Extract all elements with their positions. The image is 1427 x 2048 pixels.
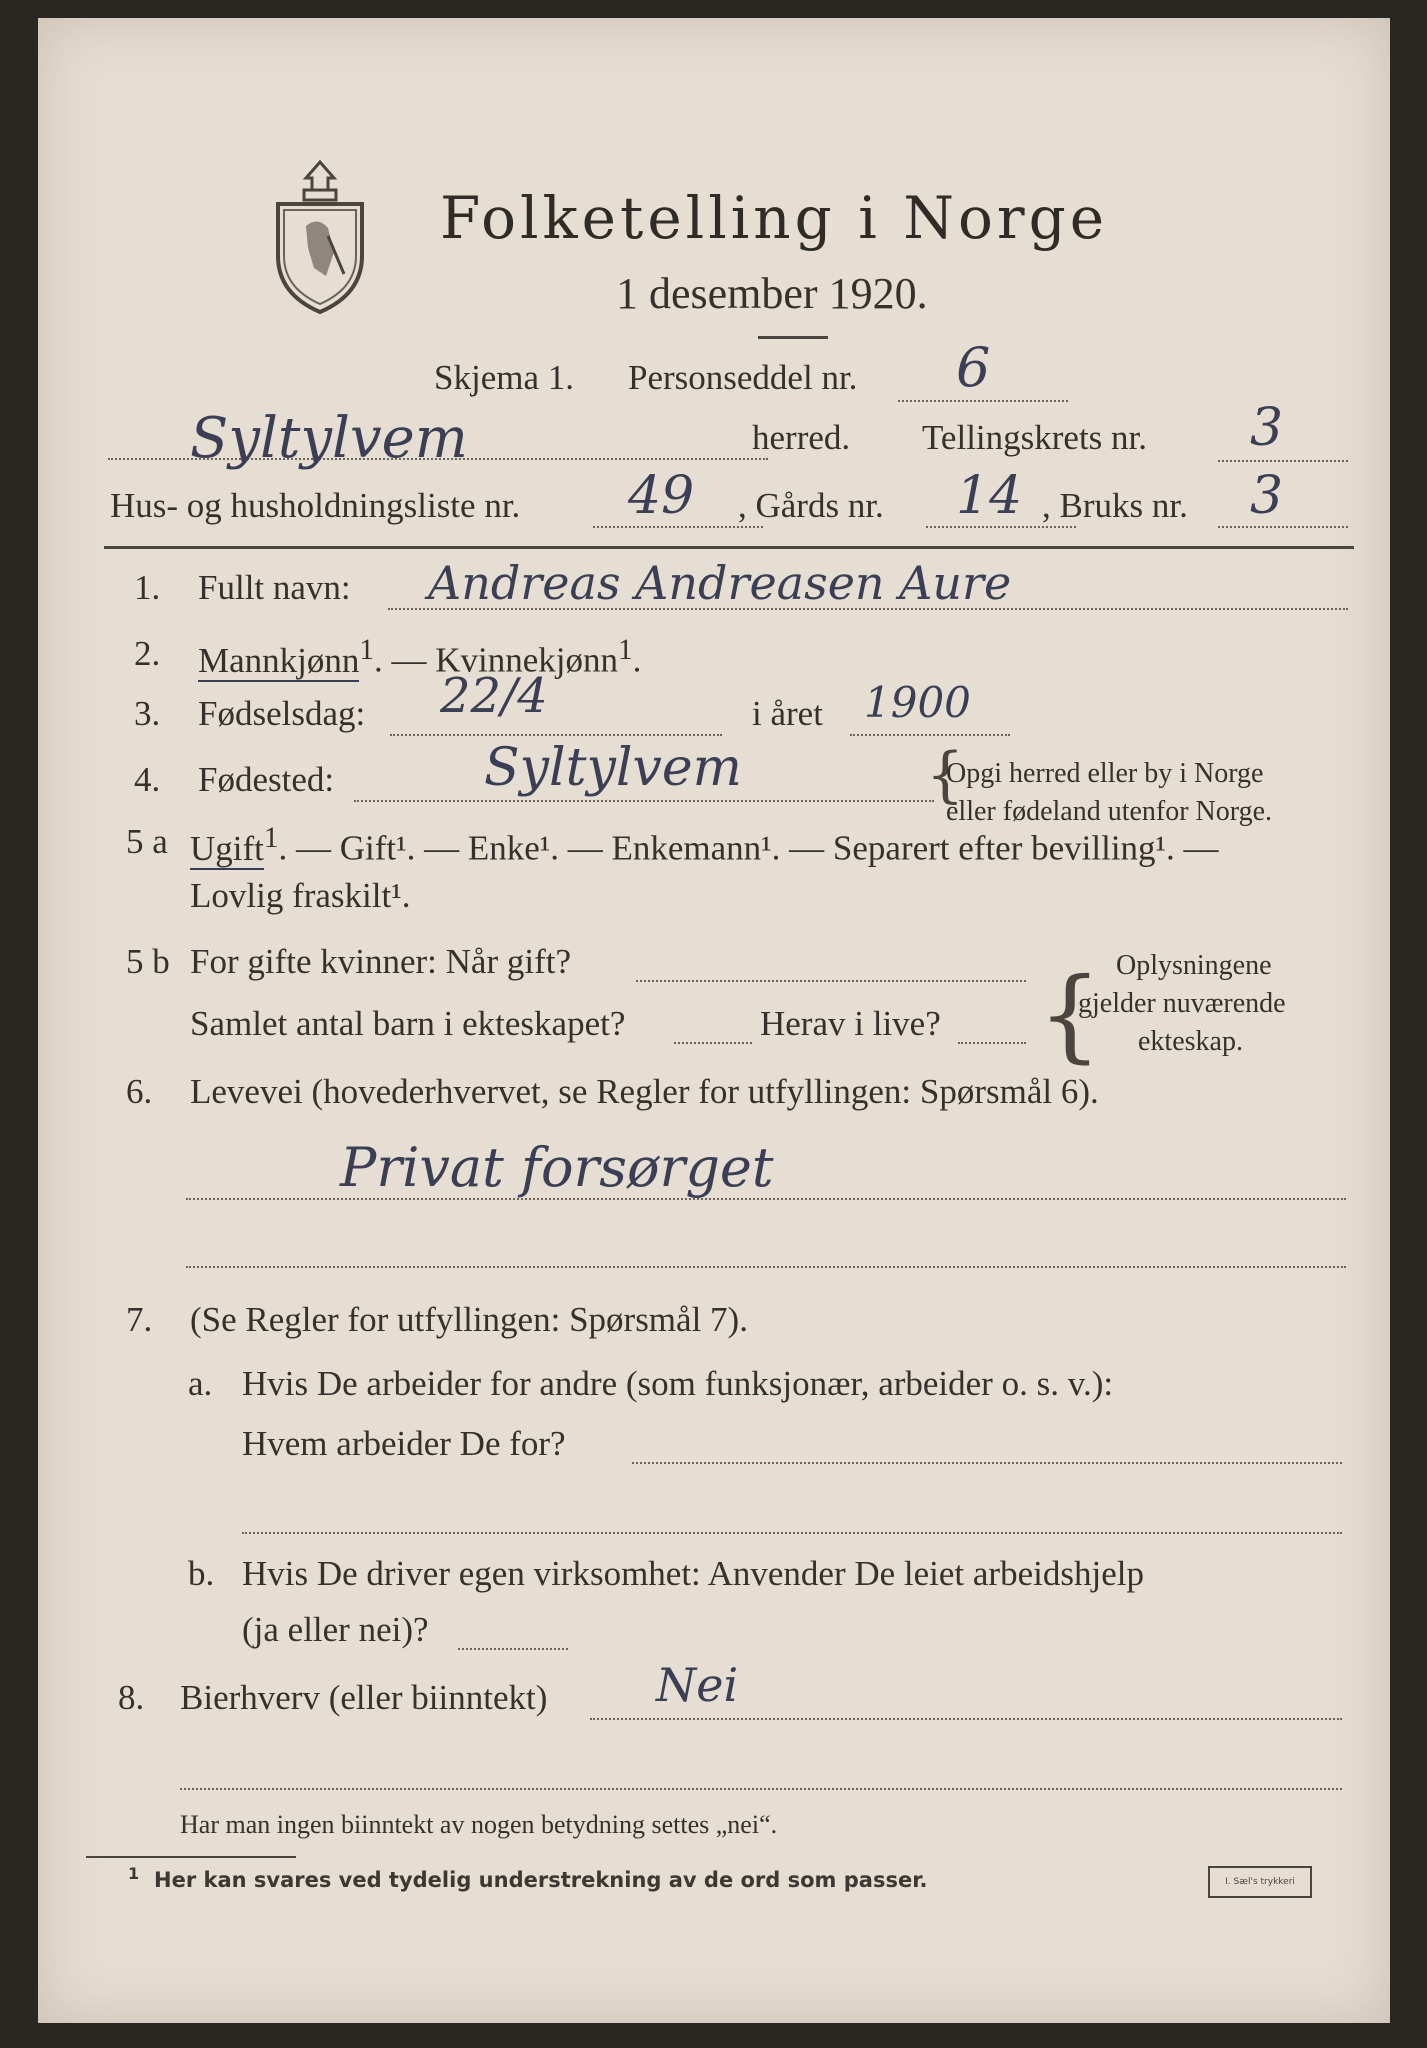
title-divider bbox=[758, 336, 828, 339]
hus-label: Hus- og husholdningsliste nr. bbox=[110, 486, 521, 525]
q4-number: 4. bbox=[134, 760, 161, 799]
q8-note: Har man ingen biinntekt av nogen betydning settes „nei“. bbox=[180, 1810, 778, 1839]
q1-number: 1. bbox=[134, 568, 161, 607]
q4-label: Fødested: bbox=[198, 760, 335, 799]
q2-end: . bbox=[632, 640, 642, 680]
q4-note-2: eller fødeland utenfor Norge. bbox=[946, 796, 1273, 827]
q7b-line2: (ja eller nei)? bbox=[242, 1610, 429, 1649]
birthplace-value: Syltylvem bbox=[484, 738, 742, 798]
q7a-number: a. bbox=[188, 1364, 213, 1403]
q7b-line1: Hvis De driver egen virksomhet: Anvender De leiet arbeidshjelp bbox=[242, 1554, 1144, 1593]
q5b-line2a: Samlet antal barn i ekteskapet? bbox=[190, 1004, 626, 1043]
q5a-line2: Lovlig fraskilt¹. bbox=[190, 876, 411, 915]
footnote-mark: 1 bbox=[128, 1864, 140, 1883]
q8-label: Bierhverv (eller biinntekt) bbox=[180, 1678, 548, 1717]
census-date: 1 desember 1920. bbox=[616, 269, 928, 318]
occupation-value: Privat forsørget bbox=[340, 1136, 774, 1199]
footnote-text: Her kan svares ved tydelig understrekning av de ord som passer. bbox=[154, 1868, 928, 1892]
q7a-line2: Hvem arbeider De for? bbox=[242, 1424, 566, 1463]
birthyear-value: 1900 bbox=[864, 678, 971, 727]
q6-number: 6. bbox=[126, 1072, 153, 1111]
header-rule bbox=[104, 546, 1354, 549]
year-label: i året bbox=[752, 694, 823, 733]
coat-of-arms-icon bbox=[268, 156, 373, 316]
q6-label: Levevei (hovederhvervet, se Regler for utfyllingen: Spørsmål 6). bbox=[190, 1072, 1099, 1111]
skjema-label: Skjema 1. bbox=[434, 358, 574, 397]
q3-number: 3. bbox=[134, 694, 161, 733]
q1-label: Fullt navn: bbox=[198, 568, 351, 607]
q3-label: Fødselsdag: bbox=[198, 694, 366, 733]
q4-brace: { bbox=[926, 740, 965, 810]
q7-label: (Se Regler for utfyllingen: Spørsmål 7). bbox=[190, 1300, 748, 1339]
q7b-number: b. bbox=[188, 1554, 215, 1593]
q2-mann: Mannkjønn$^1$. — Kvinnekjønn$^1$. bbox=[198, 634, 642, 680]
form-title: Folketelling i Norge bbox=[440, 184, 1109, 252]
q2-separator: . — bbox=[373, 640, 436, 680]
bruks-value: 3 bbox=[1250, 466, 1284, 526]
gards-value: 14 bbox=[956, 466, 1023, 526]
full-name-value: Andreas Andreasen Aure bbox=[428, 556, 1012, 610]
herred-value: Syltylvem bbox=[190, 406, 468, 471]
q7-number: 7. bbox=[126, 1300, 153, 1339]
printer-stamp bbox=[1208, 1866, 1312, 1898]
q2-number: 2. bbox=[134, 634, 161, 673]
mannkjonn-option: Mannkjønn bbox=[198, 640, 360, 680]
hus-value: 49 bbox=[628, 466, 695, 526]
q5b-number: 5 b bbox=[126, 942, 170, 981]
tellingskrets-value: 3 bbox=[1250, 398, 1284, 458]
personseddel-label: Personseddel nr. bbox=[628, 358, 858, 397]
q5a-options: Ugift$^1$. — Gift¹. — Enke¹. — Enkemann¹. — Separert efter bevilling¹. — bbox=[190, 822, 1219, 868]
gards-label: , Gårds nr. bbox=[738, 486, 884, 525]
q4-note-1: Opgi herred eller by i Norge bbox=[946, 758, 1264, 789]
q5b-brace: { bbox=[1038, 956, 1102, 1073]
personseddel-value: 6 bbox=[956, 336, 991, 399]
q5a-other-options: . — Gift¹. — Enke¹. — Enkemann¹. — Separert efter bevilling¹. — bbox=[278, 828, 1219, 868]
q5b-line2b: Herav i live? bbox=[760, 1004, 941, 1043]
bruks-label: , Bruks nr. bbox=[1042, 486, 1188, 525]
tellingskrets-label: Tellingskrets nr. bbox=[922, 418, 1148, 457]
q8-number: 8. bbox=[118, 1678, 145, 1717]
census-form bbox=[38, 18, 1390, 2023]
herred-label: herred. bbox=[752, 418, 851, 457]
printer-stamp-text: I. Sæl's trykkeri bbox=[1225, 1877, 1295, 1887]
q5b-line1: For gifte kvinner: Når gift? bbox=[190, 942, 572, 981]
q5a-number: 5 a bbox=[126, 822, 168, 861]
kvinnekjonn-option: Kvinnekjønn bbox=[435, 640, 618, 680]
birthdate-value: 22/4 bbox=[440, 668, 548, 724]
q5b-note-2: gjelder nuværende bbox=[1078, 988, 1286, 1019]
ugift-option: Ugift bbox=[190, 828, 264, 868]
q7a-line1: Hvis De arbeider for andre (som funksjonær, arbeider o. s. v.): bbox=[242, 1364, 1114, 1403]
secondary-income-value: Nei bbox=[656, 1658, 739, 1712]
footnote-rule bbox=[86, 1856, 296, 1858]
q5b-note-1: Oplysningene bbox=[1116, 950, 1272, 981]
q5b-note-3: ekteskap. bbox=[1138, 1026, 1243, 1057]
